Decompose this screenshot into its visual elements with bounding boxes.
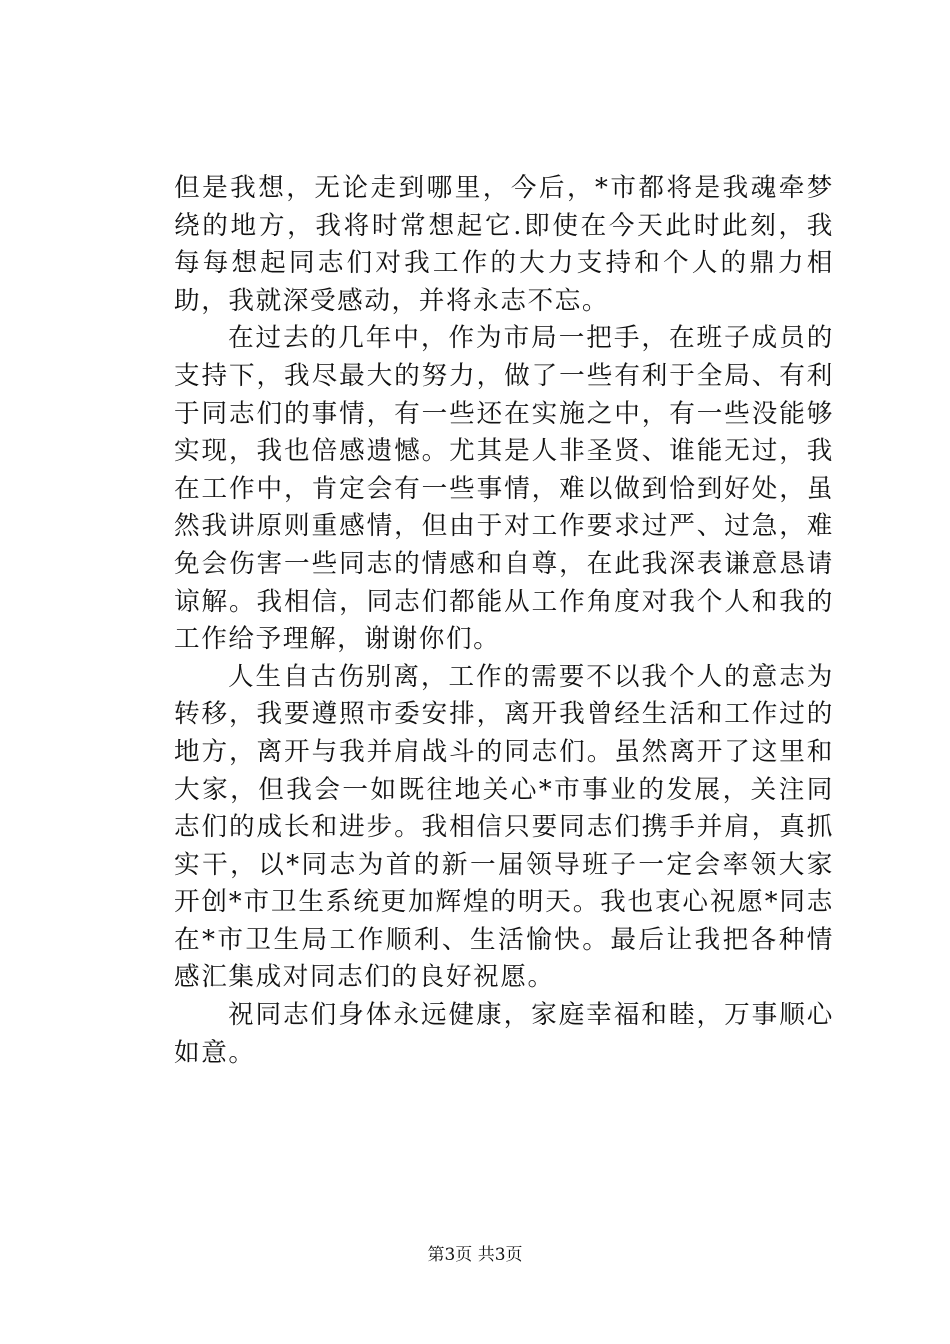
paragraph-1: 但是我想，无论走到哪里，今后，*市都将是我魂牵梦绕的地方，我将时常想起它.即使在今天此时此刻，我每每想起同志们对我工作的大力支持和个人的鼎力相助，我就深受感动，并将永志不忘。 [174,173,834,316]
paragraph-4: 祝同志们身体永远健康，家庭幸福和睦，万事顺心如意。 [174,1000,834,1068]
paragraph-2: 在过去的几年中，作为市局一把手，在班子成员的支持下，我尽最大的努力，做了一些有利于全局、有利于同志们的事情，有一些还在实施之中，有一些没能够实现，我也倍感遗憾。尤其是人非圣贤、谁能无过，我在工作中，肯定会有一些事情，难以做到恰到好处，虽然我讲原则重感情，但由于对工作要求过严、过急，难免会伤害一些同志的情感和自尊，在此我深表谦意恳请谅解。我相信，同志们都能从工作角度对我个人和我的工作给予理解，谢谢你们。 [174,323,834,655]
paragraph-3: 人生自古伤别离，工作的需要不以我个人的意志为转移，我要遵照市委安排，离开我曾经生活和工作过的地方，离开与我并肩战斗的同志们。虽然离开了这里和大家，但我会一如既往地关心*市事业的发展，关注同志们的成长和进步。我相信只要同志们携手并肩，真抓实干，以*同志为首的新一届领导班子一定会率领大家开创*市卫生系统更加辉煌的明天。我也衷心祝愿*同志在*市卫生局工作顺利、生活愉快。最后让我把各种情感汇集成对同志们的良好祝愿。 [174,661,834,993]
page-number-footer: 第3页 共3页 [427,1245,523,1265]
document-body [174,170,834,1072]
